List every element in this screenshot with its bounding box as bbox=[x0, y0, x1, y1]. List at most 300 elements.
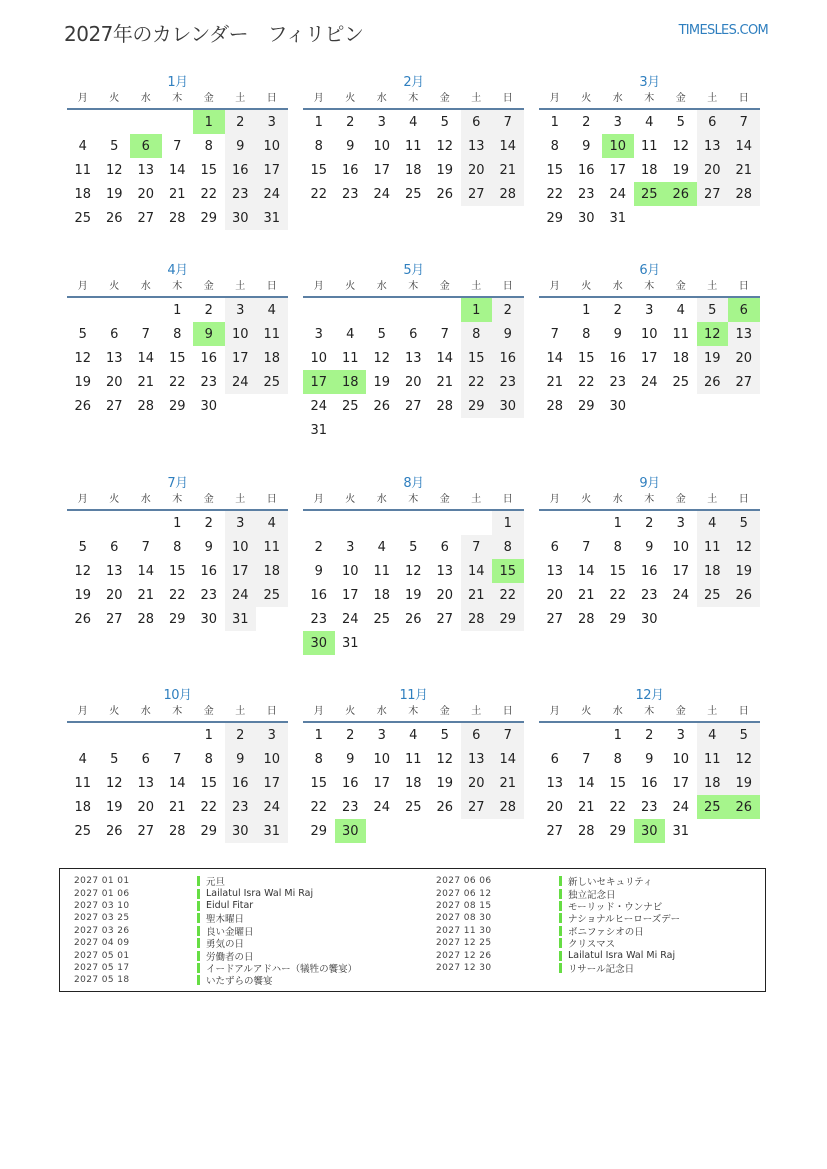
weekday-label: 月 bbox=[549, 706, 560, 717]
weekday-label: 金 bbox=[439, 494, 450, 505]
holiday-row bbox=[436, 875, 680, 887]
weekday-label: 水 bbox=[612, 93, 623, 104]
holiday-row bbox=[74, 887, 357, 899]
holiday-name: 元旦 bbox=[206, 877, 226, 889]
weekday-label: 火 bbox=[581, 494, 592, 505]
holiday-row bbox=[74, 900, 357, 912]
day-cell: 10 bbox=[640, 326, 658, 342]
weekday-label: 木 bbox=[644, 281, 655, 292]
day-cell: 13 bbox=[137, 162, 155, 178]
weekday-label: 金 bbox=[439, 281, 450, 292]
day-cell: 7 bbox=[173, 138, 182, 154]
day-cell: 1 bbox=[173, 515, 182, 531]
day-cell: 12 bbox=[74, 350, 92, 366]
day-cell: 21 bbox=[577, 587, 595, 603]
day-cell: 2 bbox=[346, 727, 355, 743]
day-cell: 9 bbox=[225, 134, 257, 158]
holiday-row bbox=[74, 912, 357, 924]
day-cell: 19 bbox=[404, 587, 422, 603]
day-cell: 3 bbox=[346, 539, 355, 555]
holiday-name: いたずらの饗宴 bbox=[206, 976, 273, 988]
day-cell: 24 bbox=[672, 799, 690, 815]
weekday-header bbox=[539, 705, 760, 723]
day-cell: 25 bbox=[404, 186, 422, 202]
day-cell: 28 bbox=[436, 398, 454, 414]
day-cell: 6 bbox=[141, 751, 150, 767]
day-cell: 16 bbox=[225, 158, 257, 182]
day-cell: 5 bbox=[110, 138, 119, 154]
day-cell: 15 bbox=[609, 563, 627, 579]
day-cell: 17 bbox=[256, 771, 288, 795]
day-cell: 8 bbox=[613, 539, 622, 555]
day-cell: 21 bbox=[436, 374, 454, 390]
month-block bbox=[67, 261, 288, 418]
weekday-label: 水 bbox=[376, 494, 387, 505]
day-cell: 24 bbox=[672, 587, 690, 603]
day-cell: 26 bbox=[74, 611, 92, 627]
day-cell: 17 bbox=[373, 162, 391, 178]
day-cell: 22 bbox=[609, 799, 627, 815]
day-cell: 26 bbox=[105, 823, 123, 839]
day-cell: 10 bbox=[256, 134, 288, 158]
day-cell: 16 bbox=[341, 162, 359, 178]
weekday-header bbox=[303, 705, 524, 723]
day-cell: 13 bbox=[728, 322, 760, 346]
holiday-row bbox=[436, 912, 680, 924]
day-cell: 17 bbox=[341, 587, 359, 603]
day-cell: 21 bbox=[492, 771, 524, 795]
day-cell: 27 bbox=[105, 611, 123, 627]
weekday-label: 月 bbox=[313, 494, 324, 505]
day-cell: 6 bbox=[409, 326, 418, 342]
day-cell: 29 bbox=[577, 398, 595, 414]
day-cell: 23 bbox=[225, 795, 257, 819]
day-grid bbox=[303, 511, 524, 655]
day-cell: 30 bbox=[225, 819, 257, 843]
day-cell: 4 bbox=[409, 727, 418, 743]
day-cell: 1 bbox=[613, 515, 622, 531]
day-cell: 19 bbox=[74, 587, 92, 603]
holiday-row bbox=[436, 887, 680, 899]
day-cell: 26 bbox=[697, 370, 729, 394]
empty-cell bbox=[99, 110, 131, 134]
day-cell: 24 bbox=[609, 186, 627, 202]
day-cell: 5 bbox=[440, 727, 449, 743]
holiday-name: クリスマス bbox=[568, 939, 616, 951]
day-cell: 1 bbox=[314, 727, 323, 743]
holiday-marker bbox=[197, 913, 200, 923]
empty-cell bbox=[461, 511, 493, 535]
holiday-name: ボニファシオの日 bbox=[568, 926, 644, 938]
weekday-label: 水 bbox=[140, 494, 151, 505]
day-cell: 15 bbox=[200, 162, 218, 178]
day-cell: 17 bbox=[256, 158, 288, 182]
day-cell: 7 bbox=[141, 326, 150, 342]
weekday-label: 月 bbox=[313, 281, 324, 292]
day-cell: 13 bbox=[137, 775, 155, 791]
day-cell: 25 bbox=[341, 398, 359, 414]
day-cell: 25 bbox=[256, 370, 288, 394]
weekday-label: 水 bbox=[376, 93, 387, 104]
day-cell: 20 bbox=[105, 587, 123, 603]
day-cell: 8 bbox=[204, 751, 213, 767]
day-cell: 25 bbox=[404, 799, 422, 815]
empty-cell bbox=[429, 298, 461, 322]
holiday-marker bbox=[559, 901, 562, 911]
empty-cell bbox=[67, 511, 99, 535]
holiday-marker bbox=[197, 901, 200, 911]
day-cell: 26 bbox=[373, 398, 391, 414]
month-name: 12月 bbox=[635, 688, 664, 703]
day-cell: 2 bbox=[645, 727, 654, 743]
day-cell: 22 bbox=[492, 583, 524, 607]
day-cell: 22 bbox=[168, 374, 186, 390]
weekday-label: 木 bbox=[644, 93, 655, 104]
day-cell: 28 bbox=[168, 823, 186, 839]
holiday-row bbox=[74, 937, 357, 949]
day-cell: 13 bbox=[546, 775, 564, 791]
day-cell: 7 bbox=[173, 751, 182, 767]
holiday-date: 2027 03 10 bbox=[74, 900, 130, 911]
day-cell: 12 bbox=[373, 350, 391, 366]
day-cell: 11 bbox=[697, 535, 729, 559]
day-cell: 5 bbox=[697, 298, 729, 322]
day-cell: 6 bbox=[461, 723, 493, 747]
weekday-label: 日 bbox=[502, 494, 513, 505]
weekday-label: 木 bbox=[172, 494, 183, 505]
day-cell: 26 bbox=[74, 398, 92, 414]
day-cell: 31 bbox=[256, 206, 288, 230]
weekday-label: 水 bbox=[140, 93, 151, 104]
day-cell: 6 bbox=[697, 110, 729, 134]
holiday-marker bbox=[197, 963, 200, 973]
day-cell: 15 bbox=[546, 162, 564, 178]
weekday-label: 金 bbox=[439, 93, 450, 104]
day-cell: 6 bbox=[550, 751, 559, 767]
empty-cell bbox=[99, 723, 131, 747]
weekday-label: 日 bbox=[738, 281, 749, 292]
day-cell: 28 bbox=[492, 182, 524, 206]
day-cell: 10 bbox=[256, 747, 288, 771]
holiday-date: 2027 06 06 bbox=[436, 876, 492, 887]
day-grid bbox=[539, 511, 760, 631]
month-block bbox=[303, 686, 524, 843]
weekday-header bbox=[539, 92, 760, 110]
month-block bbox=[303, 474, 524, 655]
day-cell: 27 bbox=[728, 370, 760, 394]
day-cell: 19 bbox=[74, 374, 92, 390]
weekday-label: 月 bbox=[313, 93, 324, 104]
day-cell: 7 bbox=[728, 110, 760, 134]
day-cell: 10 bbox=[672, 751, 690, 767]
day-cell: 10 bbox=[341, 563, 359, 579]
day-cell: 3 bbox=[377, 114, 386, 130]
holiday-day-cell: 9 bbox=[193, 322, 225, 346]
day-cell: 2 bbox=[645, 515, 654, 531]
month-block bbox=[67, 686, 288, 843]
day-cell: 25 bbox=[74, 210, 92, 226]
weekday-label: 土 bbox=[235, 281, 246, 292]
day-cell: 9 bbox=[492, 322, 524, 346]
empty-cell bbox=[366, 298, 398, 322]
day-cell: 30 bbox=[225, 206, 257, 230]
day-cell: 9 bbox=[613, 326, 622, 342]
day-cell: 29 bbox=[200, 210, 218, 226]
day-cell: 22 bbox=[168, 587, 186, 603]
day-cell: 3 bbox=[676, 727, 685, 743]
weekday-label: 火 bbox=[345, 93, 356, 104]
holiday-date: 2027 05 18 bbox=[74, 975, 130, 986]
weekday-label: 火 bbox=[581, 281, 592, 292]
holiday-marker bbox=[197, 876, 200, 886]
day-cell: 26 bbox=[436, 186, 454, 202]
day-cell: 27 bbox=[105, 398, 123, 414]
month-name: 8月 bbox=[403, 476, 424, 491]
weekday-label: 木 bbox=[408, 93, 419, 104]
day-cell: 20 bbox=[137, 186, 155, 202]
holiday-name: Eidul Fitar bbox=[206, 900, 254, 912]
day-cell: 10 bbox=[310, 350, 328, 366]
day-cell: 6 bbox=[110, 539, 119, 555]
day-cell: 4 bbox=[409, 114, 418, 130]
day-cell: 27 bbox=[546, 611, 564, 627]
day-cell: 29 bbox=[492, 607, 524, 631]
holiday-marker bbox=[559, 938, 562, 948]
day-cell: 3 bbox=[314, 326, 323, 342]
weekday-header bbox=[303, 493, 524, 511]
day-cell: 11 bbox=[640, 138, 658, 154]
month-block bbox=[539, 686, 760, 843]
holiday-marker bbox=[559, 913, 562, 923]
month-name: 4月 bbox=[167, 263, 188, 278]
day-cell: 9 bbox=[314, 563, 323, 579]
day-cell: 15 bbox=[310, 775, 328, 791]
day-cell: 28 bbox=[492, 795, 524, 819]
day-cell: 7 bbox=[440, 326, 449, 342]
day-cell: 30 bbox=[577, 210, 595, 226]
empty-cell bbox=[67, 110, 99, 134]
holiday-name: ナショナルヒーローズデー bbox=[568, 914, 681, 926]
empty-cell bbox=[130, 723, 162, 747]
day-grid bbox=[539, 723, 760, 843]
day-cell: 26 bbox=[728, 583, 760, 607]
empty-cell bbox=[335, 511, 367, 535]
day-cell: 10 bbox=[373, 138, 391, 154]
day-cell: 5 bbox=[377, 326, 386, 342]
day-cell: 29 bbox=[609, 611, 627, 627]
holiday-day-cell: 25 bbox=[634, 182, 666, 206]
day-cell: 26 bbox=[105, 210, 123, 226]
day-cell: 5 bbox=[440, 114, 449, 130]
day-cell: 16 bbox=[492, 346, 524, 370]
day-cell: 17 bbox=[672, 563, 690, 579]
day-cell: 22 bbox=[310, 799, 328, 815]
day-cell: 12 bbox=[728, 747, 760, 771]
day-cell: 15 bbox=[310, 162, 328, 178]
empty-cell bbox=[99, 298, 131, 322]
day-cell: 16 bbox=[225, 771, 257, 795]
day-cell: 23 bbox=[200, 374, 218, 390]
day-cell: 21 bbox=[492, 158, 524, 182]
day-cell: 8 bbox=[314, 138, 323, 154]
day-cell: 31 bbox=[672, 823, 690, 839]
holiday-day-cell: 30 bbox=[335, 819, 367, 843]
weekday-label: 金 bbox=[203, 281, 214, 292]
day-cell: 20 bbox=[461, 771, 493, 795]
holiday-date: 2027 11 30 bbox=[436, 925, 492, 936]
day-cell: 8 bbox=[613, 751, 622, 767]
weekday-label: 月 bbox=[549, 494, 560, 505]
day-cell: 19 bbox=[672, 162, 690, 178]
day-cell: 23 bbox=[640, 799, 658, 815]
day-cell: 16 bbox=[577, 162, 595, 178]
weekday-label: 水 bbox=[612, 494, 623, 505]
holiday-date: 2027 05 17 bbox=[74, 962, 130, 973]
weekday-label: 土 bbox=[471, 281, 482, 292]
weekday-header bbox=[67, 92, 288, 110]
day-cell: 21 bbox=[461, 583, 493, 607]
day-cell: 8 bbox=[173, 539, 182, 555]
weekday-label: 月 bbox=[549, 93, 560, 104]
day-cell: 28 bbox=[137, 398, 155, 414]
day-cell: 17 bbox=[373, 775, 391, 791]
empty-cell bbox=[366, 511, 398, 535]
weekday-label: 日 bbox=[738, 494, 749, 505]
day-cell: 24 bbox=[373, 186, 391, 202]
day-cell: 24 bbox=[256, 795, 288, 819]
month-name: 6月 bbox=[639, 263, 660, 278]
month-name: 7月 bbox=[167, 476, 188, 491]
day-cell: 24 bbox=[225, 370, 257, 394]
day-cell: 26 bbox=[404, 611, 422, 627]
day-cell: 16 bbox=[609, 350, 627, 366]
holiday-date: 2027 03 26 bbox=[74, 925, 130, 936]
month-name: 11月 bbox=[399, 688, 428, 703]
day-cell: 21 bbox=[137, 374, 155, 390]
day-cell: 19 bbox=[373, 374, 391, 390]
holiday-marker bbox=[197, 926, 200, 936]
day-cell: 27 bbox=[546, 823, 564, 839]
day-cell: 25 bbox=[697, 583, 729, 607]
day-cell: 5 bbox=[728, 511, 760, 535]
day-cell: 3 bbox=[676, 515, 685, 531]
day-cell: 11 bbox=[404, 138, 422, 154]
day-cell: 12 bbox=[105, 162, 123, 178]
day-cell: 22 bbox=[546, 186, 564, 202]
holiday-marker bbox=[197, 975, 200, 985]
day-cell: 29 bbox=[461, 394, 493, 418]
holiday-date: 2027 08 15 bbox=[436, 900, 492, 911]
day-cell: 18 bbox=[640, 162, 658, 178]
day-cell: 9 bbox=[204, 539, 213, 555]
day-cell: 14 bbox=[577, 775, 595, 791]
day-cell: 22 bbox=[577, 374, 595, 390]
holiday-date: 2027 08 30 bbox=[436, 913, 492, 924]
day-cell: 15 bbox=[609, 775, 627, 791]
weekday-label: 土 bbox=[707, 494, 718, 505]
day-cell: 14 bbox=[461, 559, 493, 583]
day-cell: 5 bbox=[78, 539, 87, 555]
day-cell: 1 bbox=[492, 511, 524, 535]
weekday-label: 金 bbox=[675, 281, 686, 292]
day-cell: 2 bbox=[225, 723, 257, 747]
day-cell: 23 bbox=[640, 587, 658, 603]
weekday-label: 土 bbox=[707, 706, 718, 717]
weekday-label: 日 bbox=[266, 706, 277, 717]
day-cell: 4 bbox=[256, 298, 288, 322]
month-block bbox=[539, 474, 760, 631]
day-cell: 24 bbox=[256, 182, 288, 206]
day-cell: 20 bbox=[697, 158, 729, 182]
holiday-marker bbox=[559, 926, 562, 936]
day-cell: 12 bbox=[105, 775, 123, 791]
day-cell: 9 bbox=[346, 751, 355, 767]
holiday-row bbox=[74, 875, 357, 887]
day-cell: 6 bbox=[461, 110, 493, 134]
weekday-label: 木 bbox=[408, 281, 419, 292]
weekday-label: 月 bbox=[77, 93, 88, 104]
day-cell: 18 bbox=[256, 559, 288, 583]
day-grid bbox=[539, 298, 760, 418]
holiday-name: 労働者の日 bbox=[206, 951, 254, 963]
weekday-header bbox=[539, 493, 760, 511]
day-cell: 29 bbox=[546, 210, 564, 226]
day-cell: 3 bbox=[256, 110, 288, 134]
day-cell: 9 bbox=[346, 138, 355, 154]
weekday-label: 土 bbox=[235, 706, 246, 717]
day-grid bbox=[67, 511, 288, 631]
day-cell: 13 bbox=[461, 134, 493, 158]
day-cell: 7 bbox=[492, 110, 524, 134]
weekday-label: 日 bbox=[266, 281, 277, 292]
site-link[interactable]: TIMESLES.COM bbox=[678, 23, 768, 38]
day-grid bbox=[303, 110, 524, 206]
month-name: 5月 bbox=[403, 263, 424, 278]
day-cell: 12 bbox=[436, 138, 454, 154]
day-cell: 14 bbox=[546, 350, 564, 366]
day-cell: 12 bbox=[404, 563, 422, 579]
holiday-list-right bbox=[436, 875, 680, 974]
holiday-date: 2027 01 01 bbox=[74, 876, 130, 887]
day-cell: 15 bbox=[577, 350, 595, 366]
day-cell: 23 bbox=[341, 186, 359, 202]
day-cell: 27 bbox=[137, 823, 155, 839]
holiday-day-cell: 30 bbox=[303, 631, 335, 655]
weekday-label: 金 bbox=[675, 93, 686, 104]
month-block bbox=[303, 73, 524, 206]
weekday-label: 火 bbox=[345, 706, 356, 717]
day-cell: 30 bbox=[200, 398, 218, 414]
holiday-row bbox=[436, 962, 680, 974]
holiday-marker bbox=[559, 889, 562, 899]
day-cell: 27 bbox=[404, 398, 422, 414]
weekday-label: 火 bbox=[345, 281, 356, 292]
weekday-label: 土 bbox=[707, 281, 718, 292]
day-cell: 27 bbox=[461, 795, 493, 819]
weekday-label: 木 bbox=[172, 281, 183, 292]
day-cell: 28 bbox=[577, 611, 595, 627]
day-grid bbox=[303, 298, 524, 442]
day-cell: 31 bbox=[225, 607, 257, 631]
day-cell: 21 bbox=[577, 799, 595, 815]
day-cell: 1 bbox=[550, 114, 559, 130]
day-cell: 29 bbox=[609, 823, 627, 839]
day-cell: 24 bbox=[310, 398, 328, 414]
weekday-header bbox=[67, 705, 288, 723]
day-cell: 13 bbox=[105, 563, 123, 579]
day-cell: 17 bbox=[640, 350, 658, 366]
holiday-marker bbox=[559, 963, 562, 973]
